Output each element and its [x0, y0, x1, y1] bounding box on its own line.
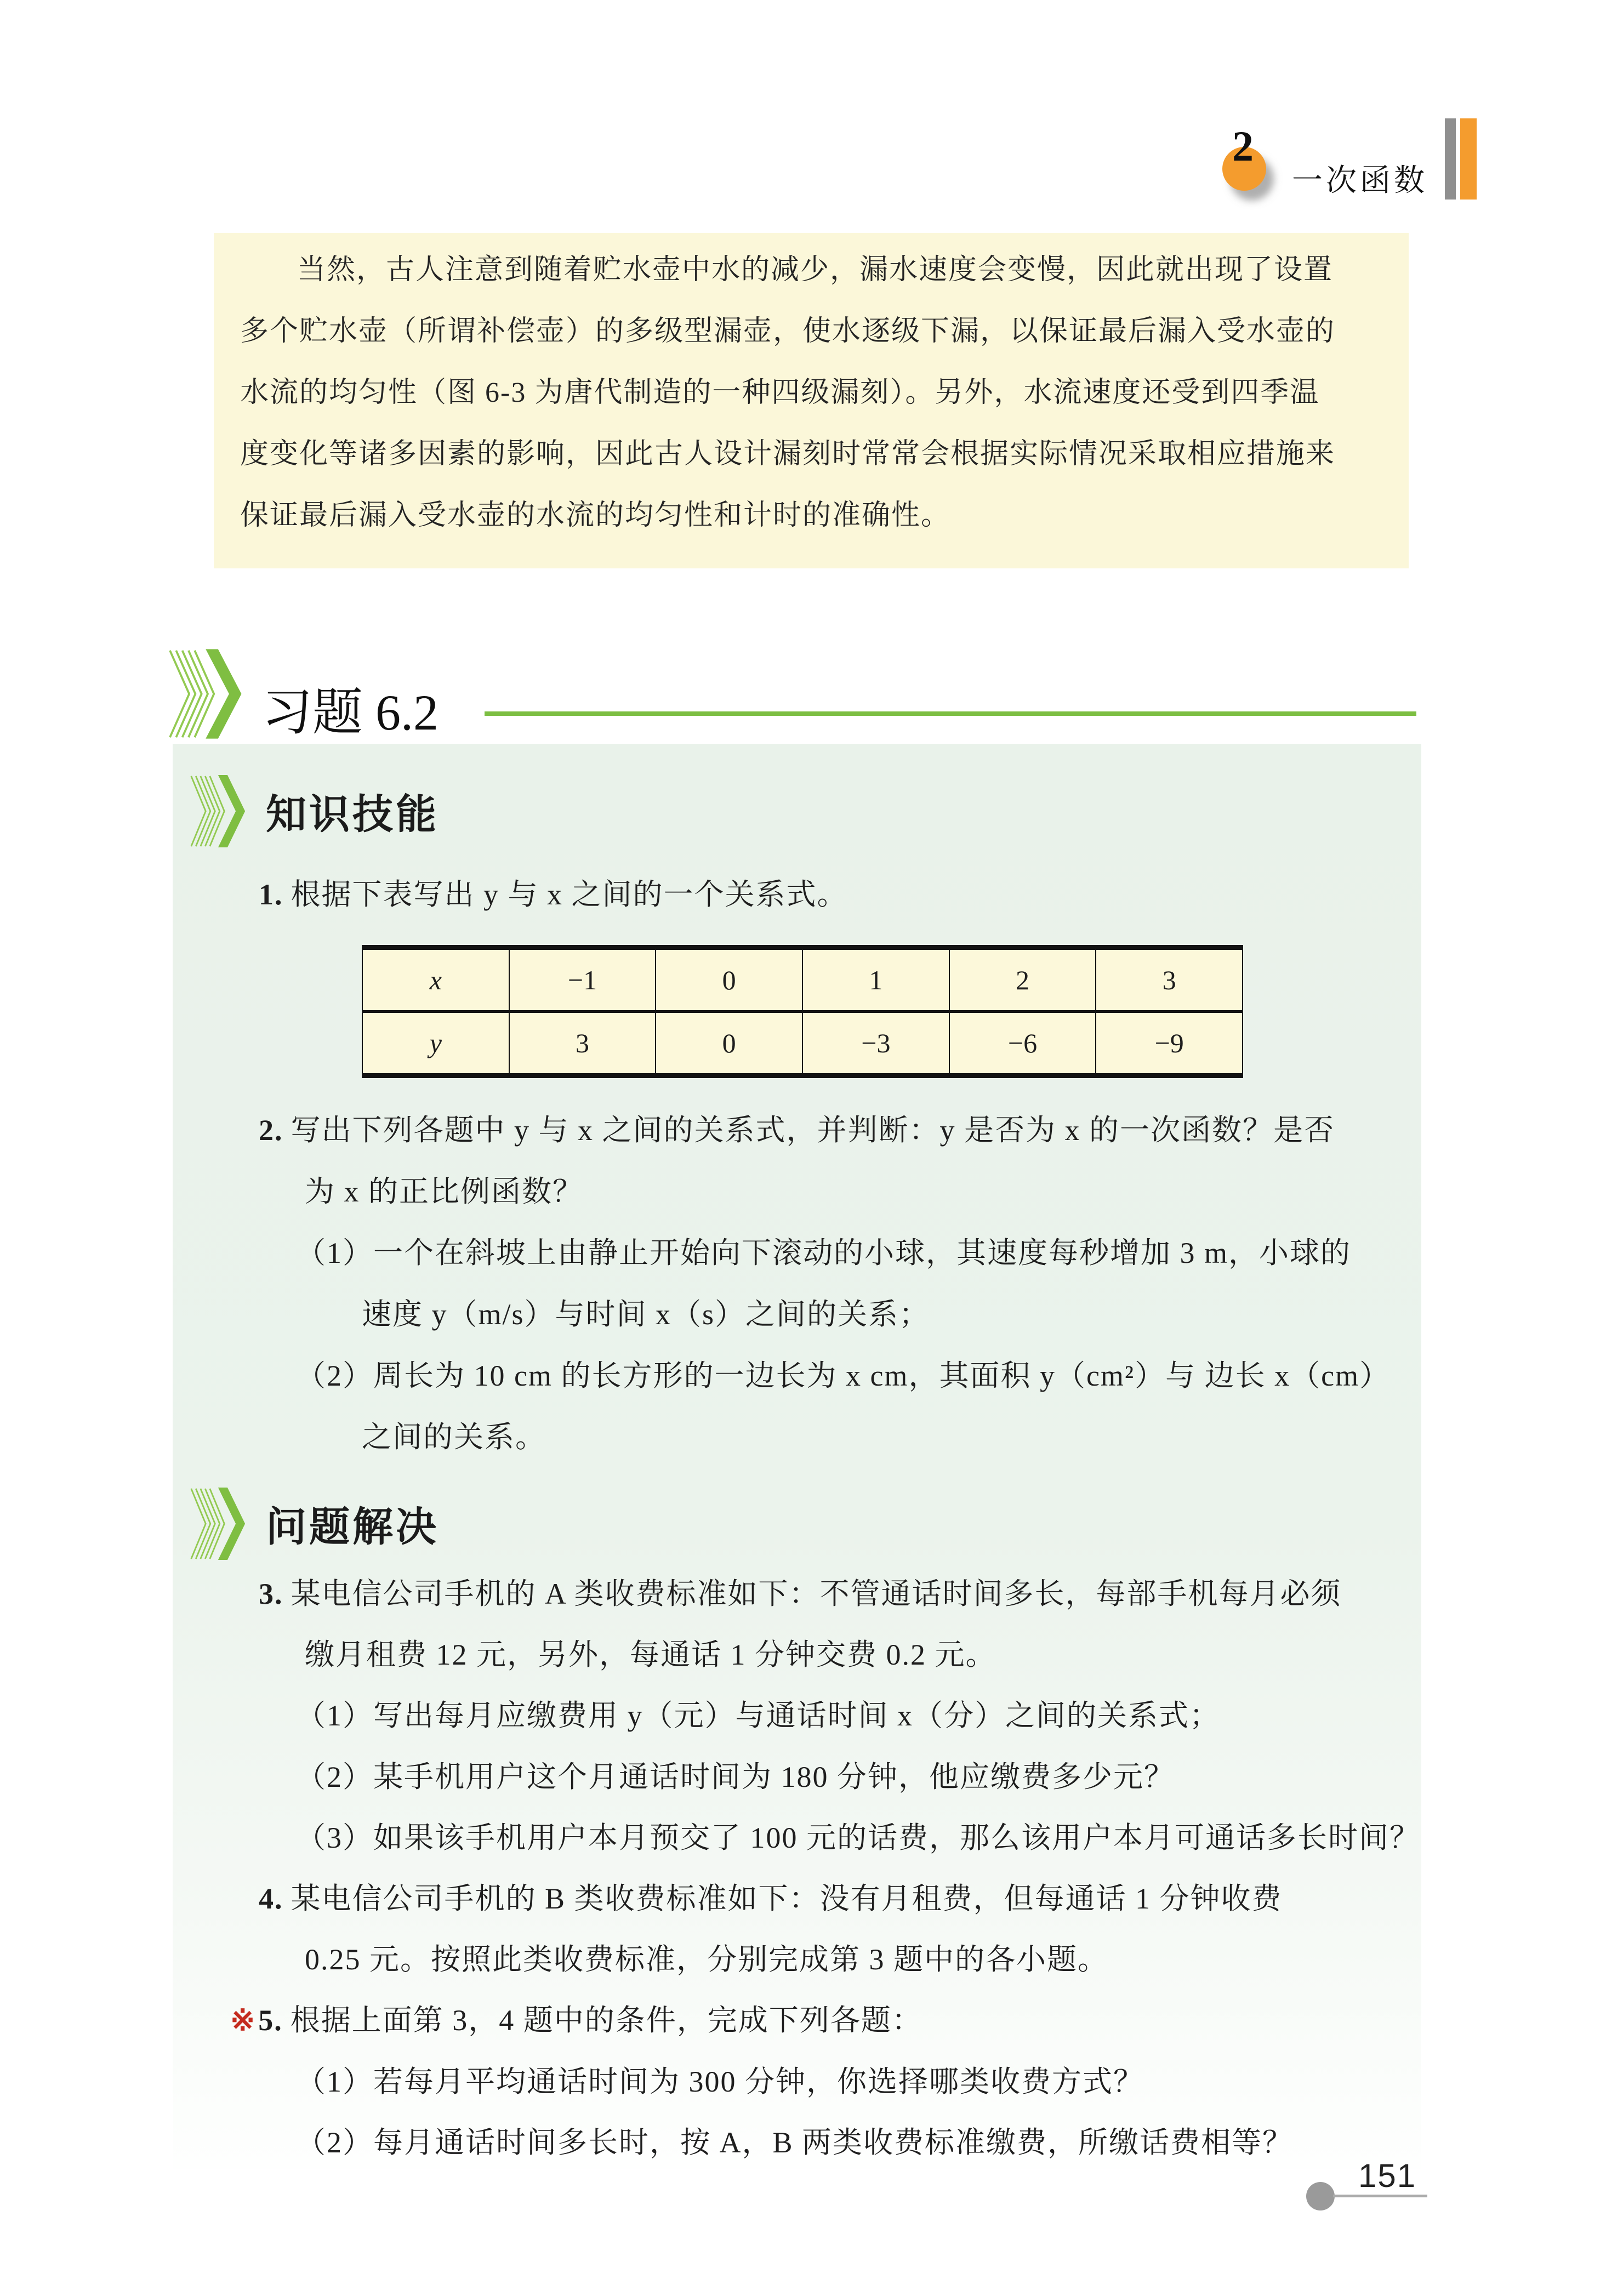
table-cell: 3	[509, 1013, 656, 1073]
problem-text: 根据下表写出 y 与 x 之间的一个关系式。	[291, 878, 848, 911]
problem-text: 根据上面第 3，4 题中的条件，完成下列各题：	[290, 2004, 922, 2037]
page-number: 151	[1358, 2157, 1417, 2194]
problem-4-line: 0.25 元。按照此类收费标准，分别完成第 3 题中的各小题。	[305, 1943, 1108, 1976]
info-line: 保证最后漏入受水壶的水流的均匀性和计时的准确性。	[240, 500, 951, 531]
problem-3-line: （3）如果该手机用户本月预交了 100 元的话费，那么该用户本月可通话多长时间？	[296, 1821, 1420, 1854]
table-cell: 1	[802, 950, 949, 1010]
problem-5-line: （2）每月通话时间多长时，按 A，B 两类收费标准缴费，所缴话费相等？	[296, 2126, 1294, 2159]
footer-rule	[1333, 2195, 1427, 2197]
problem-3-line: （1）写出每月应缴费用 y（元）与通话时间 x（分）之间的关系式；	[296, 1699, 1220, 1732]
problem-number: 1.	[259, 878, 283, 911]
exercise-title: 习题 6.2	[262, 685, 439, 740]
chapter-number: 2	[1232, 122, 1254, 170]
problem-text: 某电信公司手机的 A 类收费标准如下：不管通话时间多长，每部手机每月必须	[291, 1577, 1342, 1610]
problem-text: 写出下列各题中 y 与 x 之间的关系式，并判断：y 是否为 x 的一次函数？是否	[291, 1114, 1335, 1147]
section-problem-solving-label: 问题解决	[266, 1504, 439, 1549]
problem-1-line	[259, 877, 848, 912]
table-row-x	[363, 950, 1242, 1010]
problem-2-line: 之间的关系。	[362, 1421, 546, 1454]
values-table	[362, 945, 1243, 1078]
table-cell: 2	[949, 950, 1096, 1010]
info-line: 当然，古人注意到随着贮水壶中水的减少，漏水速度会变慢，因此就出现了设置	[297, 254, 1334, 286]
table-cell: −9	[1095, 1013, 1242, 1073]
footer-dot	[1306, 2182, 1335, 2210]
problem-5-line: （1）若每月平均通话时间为 300 分钟，你选择哪类收费方式？	[296, 2065, 1144, 2098]
star-marker: ※	[230, 2004, 257, 2037]
problem-2-line: （1）一个在斜坡上由静止开始向下滚动的小球，其速度每秒增加 3 m，小球的	[296, 1237, 1351, 1269]
table-cell: 0	[655, 950, 802, 1010]
problem-3-line: （2）某手机用户这个月通话时间为 180 分钟，他应缴费多少元？	[296, 1761, 1175, 1793]
problem-number: 5.	[258, 2004, 283, 2037]
section-knowledge-label: 知识技能	[266, 791, 439, 837]
table-row-y	[363, 1010, 1242, 1073]
problem-2-line: 速度 y（m/s）与时间 x（s）之间的关系；	[362, 1298, 930, 1331]
problem-3-line	[259, 1576, 1342, 1611]
problem-2-line	[259, 1113, 1335, 1148]
title-rule	[485, 711, 1416, 716]
info-line: 度变化等诸多因素的影响，因此古人设计漏刻时常常会根据实际情况采取相应措施来	[240, 438, 1336, 470]
problem-4-line	[259, 1881, 1283, 1916]
problem-text: 某电信公司手机的 B 类收费标准如下：没有月租费，但每通话 1 分钟收费	[291, 1882, 1283, 1915]
problem-5-line	[230, 2003, 922, 2038]
info-line: 多个贮水壶（所谓补偿壶）的多级型漏壶，使水逐级下漏，以保证最后漏入受水壶的	[240, 316, 1336, 347]
chapter-title: 一次函数	[1292, 164, 1428, 198]
table-cell: −1	[509, 950, 656, 1010]
info-line: 水流的均匀性（图 6-3 为唐代制造的一种四级漏刻）。另外，水流速度还受到四季温	[240, 377, 1320, 408]
decor-bar-orange	[1460, 118, 1477, 200]
table-cell: 0	[655, 1013, 802, 1073]
problem-number: 4.	[259, 1882, 283, 1915]
problem-3-line: 缴月租费 12 元，另外，每通话 1 分钟交费 0.2 元。	[305, 1638, 996, 1671]
table-cell: y	[429, 1028, 442, 1058]
table-cell: −3	[802, 1013, 949, 1073]
chevron-icon	[189, 774, 246, 848]
problem-2-line: 为 x 的正比例函数？	[305, 1175, 583, 1208]
table-cell: −6	[949, 1013, 1096, 1073]
table-cell: x	[429, 965, 442, 995]
problem-number: 3.	[259, 1577, 283, 1610]
exercise-chevron-icon	[167, 648, 243, 740]
decor-bar-gray	[1445, 118, 1456, 200]
table-cell: 3	[1095, 950, 1242, 1010]
problem-number: 2.	[259, 1114, 283, 1147]
chevron-icon	[189, 1486, 246, 1561]
info-box	[214, 233, 1409, 568]
problem-2-line: （2）周长为 10 cm 的长方形的一边长为 x cm，其面积 y（cm²）与 边长 x（cm）	[296, 1359, 1391, 1392]
